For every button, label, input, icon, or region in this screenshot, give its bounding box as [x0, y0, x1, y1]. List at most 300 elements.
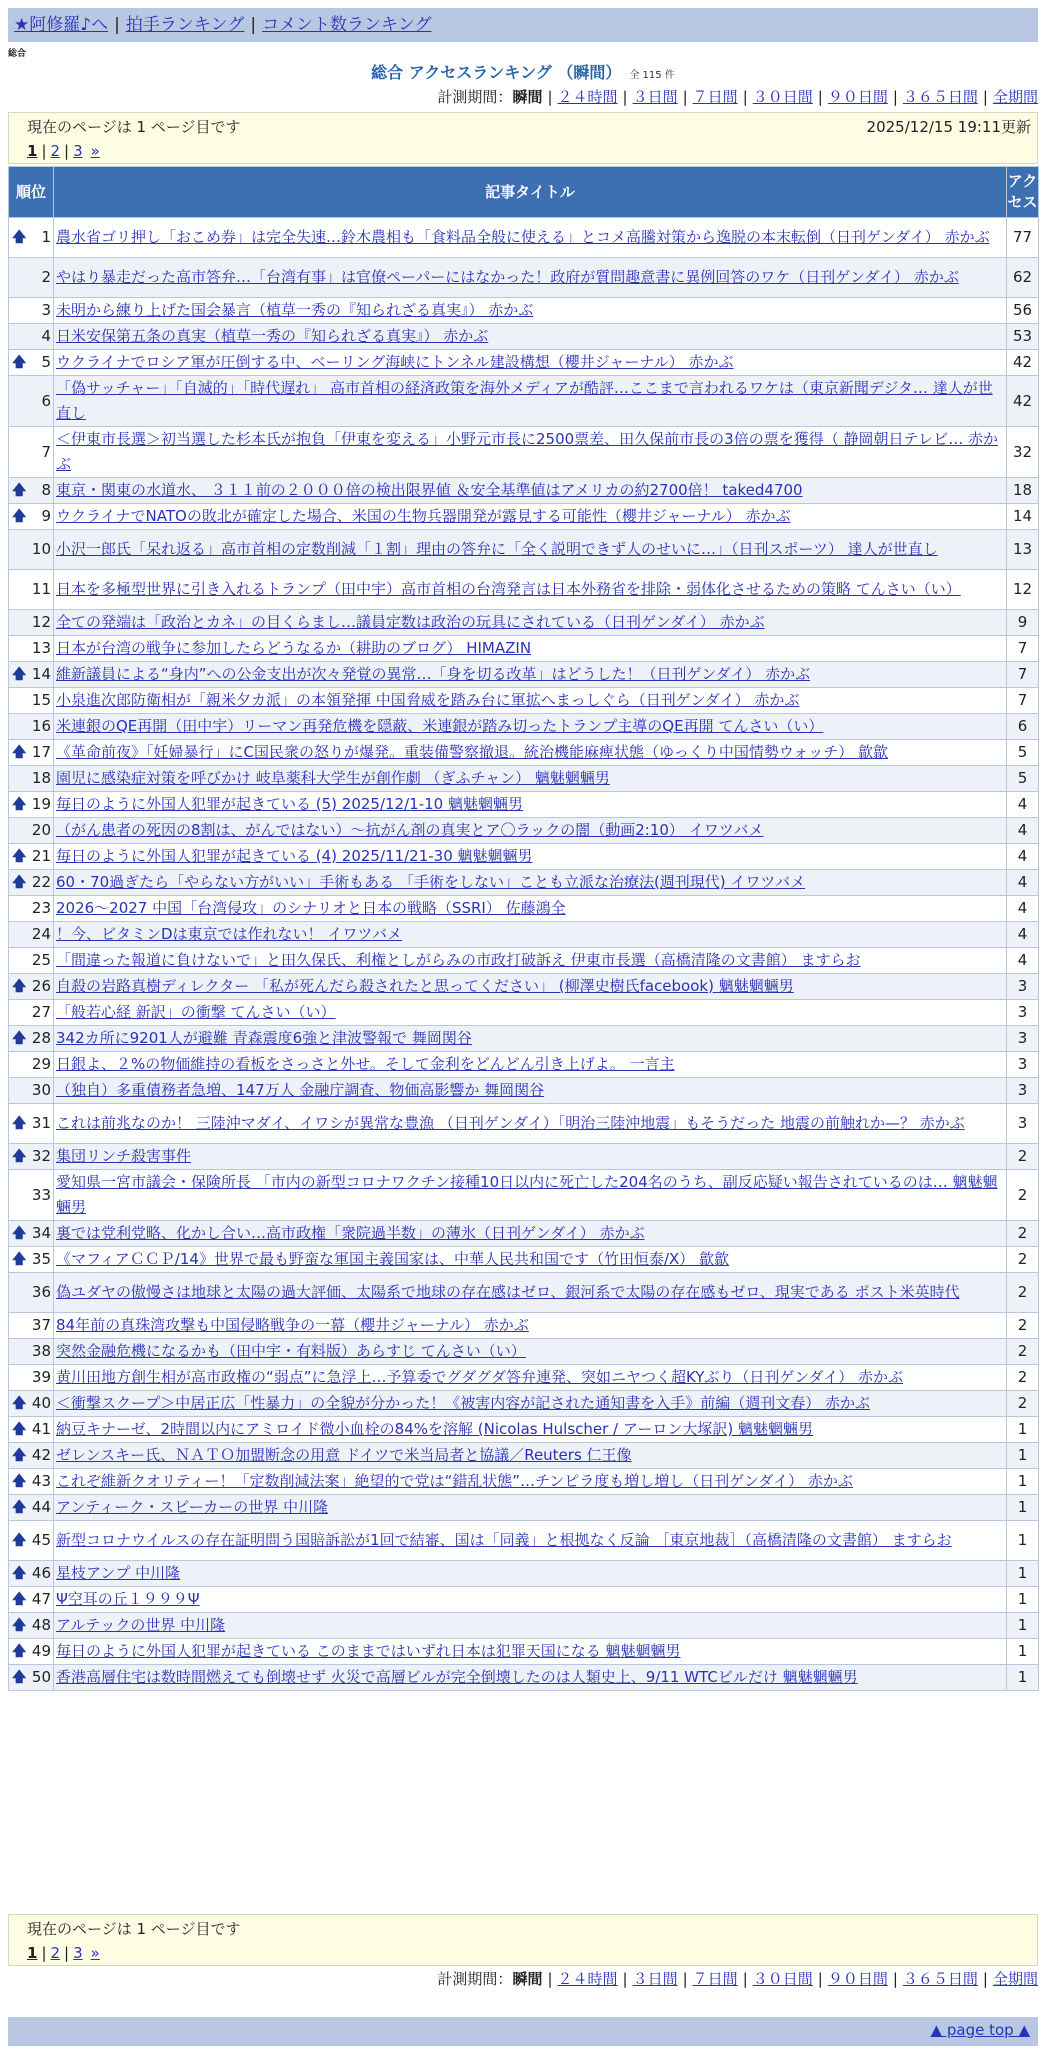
rank-number: 28 [31, 1029, 51, 1047]
period-link-3[interactable]: ７日間 [692, 1970, 738, 1988]
rank-number: 9 [41, 507, 51, 525]
period-link-4[interactable]: ３０日間 [752, 1970, 813, 1988]
access-count: 4 [1007, 922, 1039, 948]
top-navigation [8, 8, 1038, 42]
table-row [9, 1078, 1039, 1104]
rank-number: 30 [31, 1081, 51, 1099]
period-link-1[interactable]: ２４時間 [557, 1970, 618, 1988]
table-row [9, 218, 1039, 258]
table-row [9, 766, 1039, 792]
pager-status: 現在のページは 1 ページ目です [27, 1920, 241, 1938]
article-link[interactable]: 維新議員による“身内”への公金支出が次々発覚の異常…「身を切る改革」はどうした！（日刊ゲンダイ） 赤かぶ [56, 665, 811, 683]
rank-number: 25 [31, 951, 51, 969]
up-arrow-icon: 🡅 [12, 848, 27, 864]
article-link[interactable]: 米連銀のQE再開（田中宇）リーマン再発危機を隠蔽、米連銀が踏み切ったトランプ主導のQE再開 てんさい（い） [56, 717, 824, 735]
article-link[interactable]: 毎日のように外国人犯罪が起きている このままではいずれ日本は犯罪天国になる 魑魅魍魎男 [56, 1642, 681, 1660]
rank-number: 18 [31, 769, 51, 787]
table-row [9, 1495, 1039, 1521]
rank-number: 48 [31, 1616, 51, 1634]
access-count: 9 [1007, 610, 1039, 636]
rank-cell [9, 844, 54, 870]
period-link-1[interactable]: ２４時間 [557, 88, 618, 106]
access-count: 6 [1007, 714, 1039, 740]
rank-cell [9, 1078, 54, 1104]
rank-cell [9, 350, 54, 376]
article-link[interactable]: 日本が台湾の戦争に参加したらどうなるか（耕助のブログ） HIMAZIN [56, 639, 532, 657]
rank-number: 7 [41, 442, 51, 461]
article-link[interactable]: ＜衝撃スクープ＞中居正広「性暴力」の全貌が分かった！《被害内容が記された通知書を入手》前編（週刊文春） 赤かぶ [56, 1394, 871, 1412]
article-link[interactable]: 自殺の岩路真樹ディレクター 「私が死んだら殺されたと思ってください」 (柳澤史樹氏facebook) 魑魅魍魎男 [56, 977, 794, 995]
period-selector-bottom [437, 1968, 1038, 1989]
article-link[interactable]: 小沢一郎氏「呆れ返る」高市首相の定数削減「１割」理由の答弁に「全く説明できず人のせいに…」（日刊スポーツ） 達人が世直し [56, 540, 938, 558]
rank-cell [9, 1313, 54, 1339]
period-link-7[interactable]: 全期間 [992, 88, 1038, 106]
access-count: 62 [1007, 258, 1039, 298]
article-link[interactable]: ！今、ビタミンDは東京では作れない！ イワツバメ [56, 925, 403, 943]
access-count: 3 [1007, 974, 1039, 1000]
rank-cell [9, 1052, 54, 1078]
up-arrow-icon: 🡅 [12, 1225, 27, 1241]
rank-cell [9, 1365, 54, 1391]
access-count: 4 [1007, 896, 1039, 922]
rank-cell [9, 1339, 54, 1365]
article-link[interactable]: 裏では党利党略、化かし合い…高市政権「衆院過半数」の薄氷（日刊ゲンダイ） 赤かぶ [56, 1224, 645, 1242]
title-cell [54, 478, 1007, 504]
table-row [9, 922, 1039, 948]
period-link-4[interactable]: ３０日間 [752, 88, 813, 106]
rank-number: 42 [31, 1446, 51, 1464]
period-link-3[interactable]: ７日間 [692, 88, 738, 106]
page-separator: | [64, 1944, 70, 1962]
article-link[interactable]: ウクライナでNATOの敗北が確定した場合、米国の生物兵器開発が露見する可能性（櫻井ジャーナル） 赤かぶ [56, 507, 791, 525]
article-link[interactable]: 「偽サッチャー」「自滅的」「時代遅れ」 高市首相の経済政策を海外メディアが酷評…ここまで言われるワケは（東京新聞デジタ… 達人が世直し [56, 379, 993, 422]
article-link[interactable]: 黄川田地方創生相が高市政権の“弱点”に急浮上…予算委でグダグダ答弁連発、突如ニヤつく超KYぶり（日刊ゲンダイ） 赤かぶ [56, 1368, 903, 1386]
total-count: 全 115 件 [629, 70, 675, 81]
page-links [27, 139, 1027, 163]
up-arrow-icon: 🡅 [12, 1617, 27, 1633]
rank-number: 31 [31, 1114, 51, 1132]
table-row [9, 1587, 1039, 1613]
title-cell [54, 376, 1007, 427]
nav-separator: | [250, 15, 257, 35]
rank-number: 47 [31, 1590, 51, 1608]
pager-top [8, 112, 1038, 164]
table-row [9, 896, 1039, 922]
up-arrow-icon: 🡅 [12, 796, 27, 812]
table-row [9, 818, 1039, 844]
table-row [9, 1521, 1039, 1561]
rank-number: 44 [31, 1498, 51, 1516]
rank-cell [9, 1026, 54, 1052]
footer-bar [8, 2017, 1038, 2046]
rank-number: 41 [31, 1420, 51, 1438]
rank-number: 40 [31, 1394, 51, 1412]
rank-cell [9, 1561, 54, 1587]
title-cell [54, 1365, 1007, 1391]
rank-cell [9, 1587, 54, 1613]
page-links [27, 1941, 1027, 1965]
nav-separator: | [114, 15, 120, 35]
rank-number: 39 [31, 1368, 51, 1386]
article-link[interactable]: 集団リンチ殺害事件 [56, 1147, 192, 1165]
article-link[interactable]: 毎日のように外国人犯罪が起きている (4) 2025/11/21-30 魑魅魍魎男 [56, 847, 533, 865]
up-arrow-icon: 🡅 [12, 482, 27, 498]
table-row [9, 1561, 1039, 1587]
access-count: 1 [1007, 1521, 1039, 1561]
up-arrow-icon: 🡅 [12, 1532, 27, 1548]
table-row [9, 1170, 1039, 1221]
article-link[interactable]: 農水省ゴリ押し「おこめ券」は完全失速…鈴木農相も「食料品全般に使える」とコメ高騰対策から逸脱の本末転倒（日刊ゲンダイ） 赤かぶ [56, 228, 990, 246]
up-arrow-icon: 🡅 [12, 978, 27, 994]
title-cell [54, 1521, 1007, 1561]
up-arrow-icon: 🡅 [12, 1395, 27, 1411]
table-row [9, 1391, 1039, 1417]
rank-number: 12 [31, 613, 51, 631]
home-link[interactable]: ★阿修羅♪へ [14, 15, 109, 35]
access-count: 77 [1007, 218, 1039, 258]
rank-cell [9, 922, 54, 948]
title-cell [54, 1313, 1007, 1339]
page-link-2[interactable]: 2 [50, 1944, 61, 1962]
title-cell [54, 870, 1007, 896]
access-count: 3 [1007, 1104, 1039, 1144]
pager-status: 現在のページは 1 ページ目です [27, 118, 241, 136]
period-separator: | [682, 88, 688, 106]
category-tag: 総合 [8, 49, 27, 59]
rank-cell [9, 714, 54, 740]
rank-number: 20 [31, 821, 51, 839]
article-link[interactable]: 東京・関東の水道水、 ３１１前の２０００倍の検出限界値 ＆安全基準値はアメリカの約2700倍！ taked4700 [56, 481, 803, 499]
access-count: 53 [1007, 324, 1039, 350]
rank-cell [9, 1144, 54, 1170]
table-row [9, 1313, 1039, 1339]
article-link[interactable]: Ψ空耳の丘１９９９Ψ [56, 1590, 200, 1608]
table-row [9, 1026, 1039, 1052]
table-row [9, 1365, 1039, 1391]
rank-cell [9, 1104, 54, 1144]
table-row [9, 974, 1039, 1000]
period-separator: | [622, 1970, 628, 1988]
table-row [9, 740, 1039, 766]
access-count: 7 [1007, 688, 1039, 714]
article-link[interactable]: ゼレンスキー氏、ＮＡＴＯ加盟断念の用意 ドイツで米当局者と協議／Reuters 仁王像 [56, 1446, 632, 1464]
table-row [9, 324, 1039, 350]
title-cell [54, 570, 1007, 610]
access-count: 3 [1007, 1052, 1039, 1078]
article-link[interactable]: アルテックの世界 中川隆 [56, 1616, 226, 1634]
title-cell [54, 1170, 1007, 1221]
title-cell [54, 1391, 1007, 1417]
rank-number: 19 [31, 795, 51, 813]
rank-number: 29 [31, 1055, 51, 1073]
rank-cell [9, 530, 54, 570]
rank-number: 4 [41, 327, 51, 345]
page-link-3[interactable]: 3 [73, 1944, 83, 1962]
article-link[interactable]: 《革命前夜》「妊婦暴行」にC国民衆の怒りが爆発。重装備警察撤退。統治機能麻痺状態（ゆっくり中国情勢ウォッチ） 歙歙 [56, 743, 888, 761]
article-link[interactable]: （がん患者の死因の8割は、がんではない）〜抗がん剤の真実とア〇ラックの闇（動画2:10） イワツバメ [56, 821, 764, 839]
rank-number: 49 [31, 1642, 51, 1660]
title-cell [54, 974, 1007, 1000]
table-row [9, 1144, 1039, 1170]
rank-cell [9, 948, 54, 974]
title-cell [54, 1443, 1007, 1469]
article-link[interactable]: 《マフィアＣＣＰ/14》世界で最も野蛮な軍国主義国家は、中華人民共和国です（竹田恒泰/X） 歙歙 [56, 1250, 730, 1268]
access-count: 1 [1007, 1443, 1039, 1469]
title-cell [54, 530, 1007, 570]
rank-cell [9, 870, 54, 896]
article-link[interactable]: 小泉進次郎防衛相が「親米夕カ派」の本領発揮 中国脅威を踏み台に軍拡へまっしぐら（日刊ゲンダイ） 赤かぶ [56, 691, 800, 709]
article-link[interactable]: 星枝アンプ 中川隆 [56, 1564, 181, 1582]
title-cell [54, 766, 1007, 792]
article-link[interactable]: 60・70過ぎたら「やらない方がいい」手術もある 「手術をしない」ことも立派な治療法(週刊現代) イワツバメ [56, 873, 806, 891]
table-row [9, 298, 1039, 324]
page-link-»[interactable]: » [90, 1944, 100, 1962]
title-cell [54, 1495, 1007, 1521]
table-row [9, 427, 1039, 478]
ranking-table [8, 166, 1039, 1691]
page-link-2[interactable]: 2 [50, 142, 61, 160]
table-row [9, 1639, 1039, 1665]
article-link[interactable]: 「般若心経 新訳」の衝撃 てんさい（い） [56, 1003, 336, 1021]
page-link-3[interactable]: 3 [73, 142, 83, 160]
rank-number: 37 [31, 1316, 51, 1334]
article-link[interactable]: ＜伊東市長選＞初当選した杉本氏が抱負「伊東を変える」小野元市長に2500票差、田久保前市長の3倍の票を獲得（ 静岡朝日テレビ… 赤かぶ [56, 430, 998, 473]
period-current: 瞬間 [512, 1970, 543, 1988]
period-separator: | [742, 1970, 748, 1988]
period-selector [437, 86, 1038, 107]
article-link[interactable]: これぞ維新クオリティー！「定数削減法案」絶望的で党は“錯乱状態”…チンピラ度も増し増し（日刊ゲンダイ） 赤かぶ [56, 1472, 853, 1490]
table-row [9, 1247, 1039, 1273]
period-separator: | [892, 88, 898, 106]
article-link[interactable]: （独自）多重債務者急増、147万人 金融庁調査、物価高影響か 舞岡関谷 [56, 1081, 545, 1099]
table-header [9, 167, 1039, 218]
period-separator: | [547, 88, 553, 106]
rank-cell [9, 1639, 54, 1665]
article-link[interactable]: 園児に感染症対策を呼びかけ 岐阜薬科大学生が創作劇 （ぎふチャン） 魑魅魍魎男 [56, 769, 610, 787]
rank-cell [9, 427, 54, 478]
table-row [9, 258, 1039, 298]
table-row [9, 570, 1039, 610]
period-current: 瞬間 [512, 88, 543, 106]
access-count: 2 [1007, 1339, 1039, 1365]
rank-number: 15 [31, 691, 51, 709]
period-link-6[interactable]: ３６５日間 [902, 88, 978, 106]
article-link[interactable]: 毎日のように外国人犯罪が起きている (5) 2025/12/1-10 魑魅魍魎男 [56, 795, 523, 813]
title-cell [54, 896, 1007, 922]
article-link[interactable]: 日米安保第五条の真実（植草一秀の『知られざる真実』） 赤かぶ [56, 327, 489, 345]
rank-number: 46 [31, 1564, 51, 1582]
period-separator: | [982, 88, 988, 106]
rank-column-header: 順位 [9, 167, 54, 218]
access-count: 1 [1007, 1639, 1039, 1665]
title-cell [54, 662, 1007, 688]
page-top-link[interactable]: ▲ page top ▲ [930, 2021, 1030, 2039]
access-count: 4 [1007, 792, 1039, 818]
rank-cell [9, 1170, 54, 1221]
up-arrow-icon: 🡅 [12, 666, 27, 682]
table-row [9, 1469, 1039, 1495]
access-count: 2 [1007, 1273, 1039, 1313]
rank-cell [9, 1495, 54, 1521]
access-count: 1 [1007, 1417, 1039, 1443]
up-arrow-icon: 🡅 [12, 1421, 27, 1437]
current-page: 1 [27, 142, 38, 160]
rank-cell [9, 1443, 54, 1469]
title-cell [54, 1587, 1007, 1613]
access-count: 5 [1007, 740, 1039, 766]
title-cell [54, 922, 1007, 948]
period-link-2[interactable]: ３日間 [632, 1970, 678, 1988]
rank-cell [9, 610, 54, 636]
rank-cell [9, 1221, 54, 1247]
title-cell [54, 1417, 1007, 1443]
rank-number: 38 [31, 1342, 51, 1360]
access-count: 5 [1007, 766, 1039, 792]
title-cell [54, 218, 1007, 258]
period-separator: | [817, 1970, 823, 1988]
article-link[interactable]: 342カ所に9201人が避難 青森震度6強と津波警報で 舞岡関谷 [56, 1029, 472, 1047]
period-link-5[interactable]: ９０日間 [827, 1970, 888, 1988]
article-link[interactable]: 「間違った報道に負けないで」と田久保氏、利権としがらみの市政打破訴え 伊東市長選（高橋清隆の文書館） ますらお [56, 951, 861, 969]
title-cell [54, 1665, 1007, 1691]
article-link[interactable]: 新型コロナウイルスの存在証明問う国賠訴訟が1回で結審、国は「同義」と根拠なく反論 ［東京地裁］（高橋清隆の文書館） ますらお [56, 1531, 952, 1549]
period-separator: | [742, 88, 748, 106]
article-link[interactable]: 全ての発端は「政治とカネ」の目くらまし…議員定数は政治の玩具にされている（日刊ゲンダイ） 赤かぶ [56, 613, 765, 631]
up-arrow-icon: 🡅 [12, 744, 27, 760]
rank-number: 13 [31, 639, 51, 657]
title-cell [54, 427, 1007, 478]
access-count: 3 [1007, 1000, 1039, 1026]
rank-number: 33 [31, 1185, 51, 1204]
access-count: 12 [1007, 570, 1039, 610]
up-arrow-icon: 🡅 [12, 354, 27, 370]
title-cell [54, 1247, 1007, 1273]
article-link[interactable]: 突然金融危機になるかも（田中宇・有料版）あらすじ てんさい（い） [56, 1342, 526, 1360]
rank-number: 45 [31, 1531, 51, 1549]
period-link-6[interactable]: ３６５日間 [902, 1970, 978, 1988]
up-arrow-icon: 🡅 [12, 1565, 27, 1581]
table-row [9, 1443, 1039, 1469]
period-separator: | [547, 1970, 553, 1988]
table-row [9, 948, 1039, 974]
table-row [9, 1417, 1039, 1443]
table-row [9, 1104, 1039, 1144]
title-cell [54, 948, 1007, 974]
table-row [9, 610, 1039, 636]
access-count: 2 [1007, 1313, 1039, 1339]
page-link-»[interactable]: » [90, 142, 100, 160]
article-link[interactable]: 愛知県一宮市議会・保険所長 「市内の新型コロナワクチン接種10日以内に死亡した204名のうち、副反応疑い報告されているのは… 魑魅魍魎男 [56, 1173, 998, 1216]
period-link-5[interactable]: ９０日間 [827, 88, 888, 106]
comment-ranking-link[interactable]: コメント数ランキング [262, 15, 432, 35]
table-row [9, 1052, 1039, 1078]
rank-number: 5 [41, 353, 51, 371]
rank-number: 32 [31, 1147, 51, 1165]
page-separator: | [64, 142, 70, 160]
rank-number: 34 [31, 1224, 51, 1242]
article-link[interactable]: アンティーク・スピーカーの世界 中川隆 [56, 1498, 329, 1516]
title-cell [54, 818, 1007, 844]
rank-cell [9, 740, 54, 766]
title-cell [54, 792, 1007, 818]
article-link[interactable]: 納豆キナーゼ、2時間以内にアミロイド微小血栓の84%を溶解 (Nicolas Hulscher / アーロン大塚訳) 魑魅魍魎男 [56, 1420, 814, 1438]
rank-cell [9, 818, 54, 844]
rank-cell [9, 1665, 54, 1691]
rank-number: 3 [41, 301, 51, 319]
period-link-7[interactable]: 全期間 [992, 1970, 1038, 1988]
title-cell [54, 1273, 1007, 1313]
rank-cell [9, 1273, 54, 1313]
article-link[interactable]: やはり暴走だった高市答弁…「台湾有事」は官僚ペーパーにはなかった！政府が質問趣意書に異例回答のワケ（日刊ゲンダイ） 赤かぶ [56, 268, 959, 286]
title-cell [54, 844, 1007, 870]
article-link[interactable]: 香港高層住宅は数時間燃えても倒壊せず 火災で高層ビルが完全倒壊したのは人類史上、9/11 WTCビルだけ 魑魅魍魎男 [56, 1668, 858, 1686]
title-cell [54, 636, 1007, 662]
table-row [9, 792, 1039, 818]
period-separator: | [622, 88, 628, 106]
article-link[interactable]: 2026〜2027 中国「台湾侵攻」のシナリオと日本の戦略（SSRI） 佐藤鴻全 [56, 899, 566, 917]
rank-cell [9, 298, 54, 324]
rank-cell [9, 896, 54, 922]
period-link-2[interactable]: ３日間 [632, 88, 678, 106]
title-cell [54, 1078, 1007, 1104]
title-cell [54, 1104, 1007, 1144]
up-arrow-icon: 🡅 [12, 1669, 27, 1685]
rank-cell [9, 974, 54, 1000]
article-link[interactable]: 偽ユダヤの傲慢さは地球と太陽の過大評価、太陽系で地球の存在感はゼロ、銀河系で太陽の存在感もゼロ、現実である ポスト米英時代 [56, 1283, 960, 1301]
access-count: 4 [1007, 948, 1039, 974]
rank-cell [9, 766, 54, 792]
rank-number: 43 [31, 1472, 51, 1490]
rank-number: 10 [31, 540, 51, 558]
access-count: 42 [1007, 376, 1039, 427]
up-arrow-icon: 🡅 [12, 1643, 27, 1659]
title-cell [54, 610, 1007, 636]
rank-number: 50 [31, 1668, 51, 1686]
access-count: 42 [1007, 350, 1039, 376]
rank-cell [9, 258, 54, 298]
rank-number: 17 [31, 743, 51, 761]
access-count: 18 [1007, 478, 1039, 504]
rank-cell [9, 662, 54, 688]
table-row [9, 1665, 1039, 1691]
applause-ranking-link[interactable]: 拍手ランキング [125, 15, 245, 35]
article-link[interactable]: 未明から練り上げた国会暴言（植草一秀の『知られざる真実』） 赤かぶ [56, 301, 534, 319]
rank-number: 35 [31, 1250, 51, 1268]
up-arrow-icon: 🡅 [12, 508, 27, 524]
rank-number: 16 [31, 717, 51, 735]
title-cell [54, 1221, 1007, 1247]
rank-number: 14 [31, 665, 51, 683]
up-arrow-icon: 🡅 [12, 1473, 27, 1489]
title-cell [54, 1639, 1007, 1665]
access-count: 56 [1007, 298, 1039, 324]
table-row [9, 1339, 1039, 1365]
article-link[interactable]: 日本を多極型世界に引き入れるトランプ（田中宇）高市首相の台湾発言は日本外務省を排除・弱体化させるための策略 てんさい（い） [56, 580, 961, 598]
article-link[interactable]: 84年前の真珠湾攻撃も中国侵略戦争の一幕（櫻井ジャーナル） 赤かぶ [56, 1316, 529, 1334]
article-link[interactable]: ウクライナでロシア軍が圧倒する中、ベーリング海峡にトンネル建設構想（櫻井ジャーナル） 赤かぶ [56, 353, 734, 371]
up-arrow-icon: 🡅 [12, 874, 27, 890]
table-row [9, 1273, 1039, 1313]
access-count: 2 [1007, 1391, 1039, 1417]
title-cell [54, 324, 1007, 350]
access-count: 3 [1007, 1078, 1039, 1104]
article-link[interactable]: 日銀よ、２%の物価維持の看板をさっさと外せ。そして金利をどんどん引き上げよ。 一言主 [56, 1055, 675, 1073]
rank-cell [9, 1247, 54, 1273]
rank-number: 21 [31, 847, 51, 865]
article-link[interactable]: これは前兆なのか！ 三陸沖マダイ、イワシが異常な豊漁 （日刊ゲンダイ）「明治三陸沖地震」もそうだった 地震の前触れか—？ 赤かぶ [56, 1114, 965, 1132]
up-arrow-icon: 🡅 [12, 1447, 27, 1463]
rank-cell [9, 570, 54, 610]
